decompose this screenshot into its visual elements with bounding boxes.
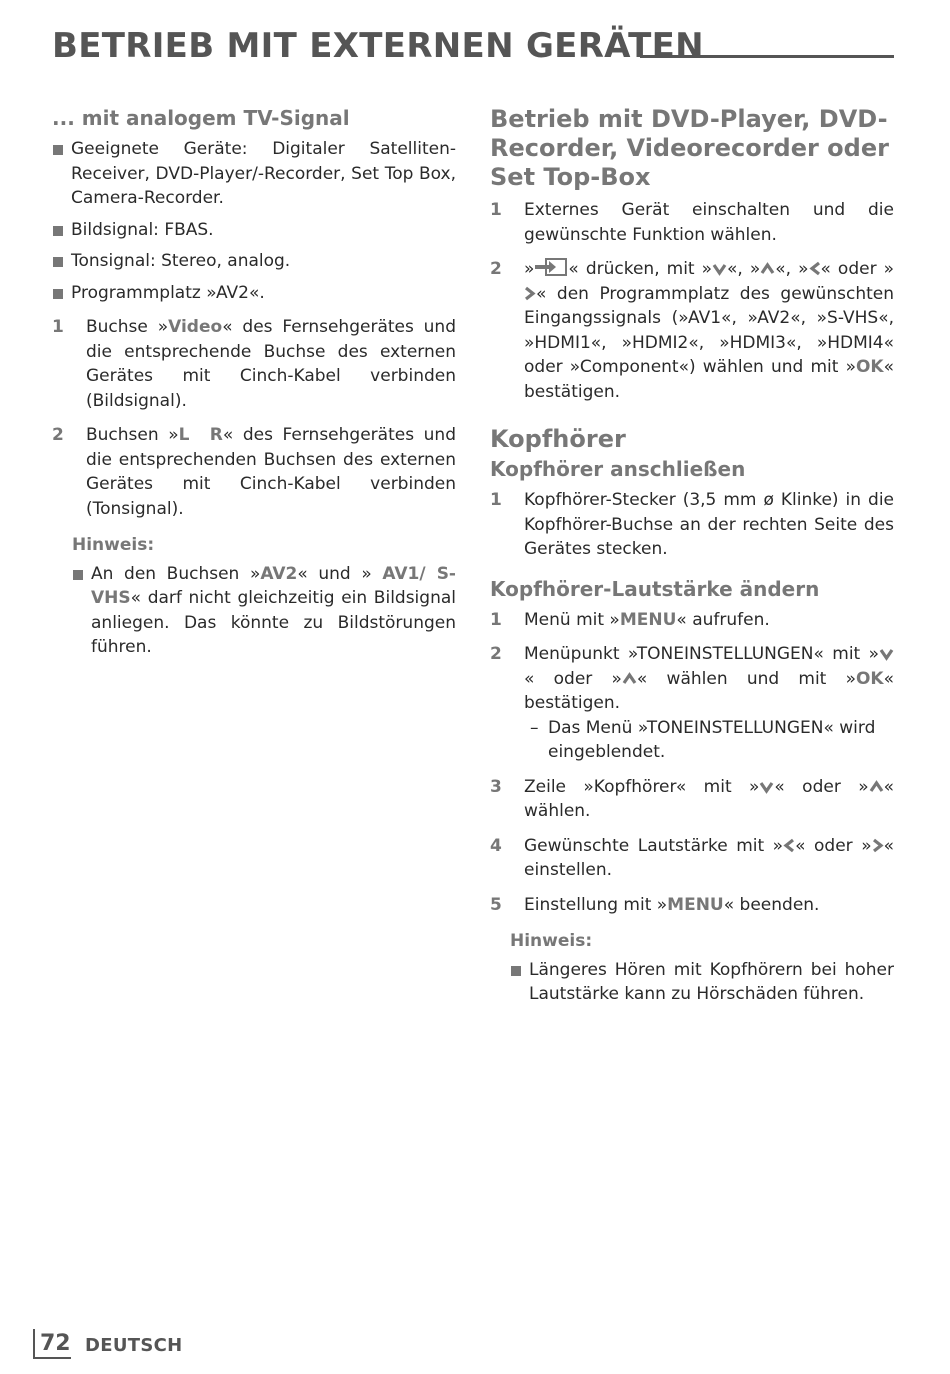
step-number: 1	[490, 490, 502, 510]
step-number: 1	[52, 317, 64, 337]
hint-bullet: An den Buchsen »AV2« und » AV1/ S-VHS« darf nicht gleichzeitig ein Bildsignal anliegen. Das könnte zu Bildstörungen führen.	[72, 562, 456, 660]
input-source-icon	[534, 258, 568, 276]
keyword: Video	[168, 317, 223, 337]
bullet-item: Programmplatz »AV2«.	[52, 281, 456, 306]
keyword: AV1/ S-VHS	[91, 563, 456, 608]
arrow-left-icon	[783, 838, 795, 853]
keyword: L R	[178, 425, 223, 445]
page-number: 72	[40, 1331, 71, 1356]
square-bullet-icon	[73, 570, 83, 580]
square-bullet-icon	[53, 145, 63, 155]
hint-label: Hinweis:	[510, 931, 593, 951]
bullet-item: Geeignete Geräte: Digitaler Satelliten-Receiver, DVD-Player/-Recorder, Set Top Box, Camera-Recorder.	[52, 137, 456, 211]
step-item: 2 » « drücken, mit » «, » «, » « oder »« den Programmplatz des gewünschten Eingangssignals (»AV1«, »AV2«, »S-VHS«, »HDMI1«, »HDMI2«, »HDMI3«, »HDMI4« oder »Component«) wählen und mit »OK« bestätigen.	[490, 259, 894, 402]
section-heading-analog: ... mit analogem TV-Signal	[52, 106, 350, 130]
bullet-item: Tonsignal: Stereo, analog.	[52, 249, 456, 274]
keyword: MENU	[619, 609, 677, 630]
arrow-down-icon	[879, 647, 894, 661]
step-item: 2 Buchsen »L R« des Fernsehgerätes und die entsprechenden Buchsen des externen Gerätes mit Cinch-Kabel verbinden (Tonsignal).	[52, 425, 456, 519]
step-number: 3	[490, 776, 502, 797]
arrow-right-icon	[524, 286, 536, 301]
footer-underline	[33, 1357, 71, 1359]
square-bullet-icon	[53, 226, 63, 236]
step-item: 1 Menü mit »MENU« aufrufen.	[490, 608, 894, 633]
keyword: AV2	[260, 563, 298, 584]
step-number: 2	[52, 425, 64, 445]
subheading-connect: Kopfhörer anschließen	[490, 457, 746, 481]
step-number: 2	[490, 644, 502, 664]
page-title: BETRIEB MIT EXTERNEN GERÄTEN	[52, 26, 704, 66]
step-item: 1 Kopfhörer-Stecker (3,5 mm ø Klinke) in die Kopfhörer-Buchse an der rechten Seite des Gerätes stecken.	[490, 490, 894, 559]
subheading-volume: Kopfhörer-Lautstärke ändern	[490, 576, 820, 601]
arrow-up-icon	[869, 780, 884, 794]
step-number: 4	[490, 835, 502, 856]
step-item: 2 Menüpunkt »TONEINSTELLUNGEN« mit »« oder » « wählen und mit »OK« bestätigen. – Das Menü »TONEINSTELLUNGEN« wird eingeblendet.	[490, 642, 894, 765]
square-bullet-icon	[511, 966, 521, 976]
step-item: 5 Einstellung mit »MENU« beenden.	[490, 893, 894, 918]
step-item: 4 Gewünschte Lautstärke mit » « oder » « einstellen.	[490, 835, 894, 880]
sub-result: – Das Menü »TONEINSTELLUNGEN« wird eingeblendet.	[530, 717, 876, 762]
arrow-down-icon	[712, 262, 727, 276]
square-bullet-icon	[53, 289, 63, 299]
square-bullet-icon	[53, 257, 63, 267]
arrow-up-icon	[760, 262, 775, 276]
keyword: MENU	[667, 894, 724, 915]
arrow-left-icon	[809, 261, 821, 276]
keyword: OK	[855, 357, 884, 377]
step-number: 1	[490, 609, 502, 630]
section-heading-headphones: Kopfhörer	[490, 425, 626, 453]
title-rule	[640, 55, 894, 58]
step-number: 2	[490, 259, 502, 279]
arrow-right-icon	[872, 838, 884, 853]
keyword: OK	[855, 668, 884, 689]
left-column	[52, 105, 456, 667]
hint-bullet: Längeres Hören mit Kopfhörern bei hoher Lautstärke kann zu Hörschäden führen.	[510, 958, 894, 1007]
arrow-up-icon	[622, 672, 637, 686]
step-item: 3 Zeile »Kopfhörer« mit » « oder » « wählen.	[490, 776, 895, 821]
language-label: DEUTSCH	[85, 1335, 183, 1356]
right-column	[490, 105, 894, 1014]
arrow-down-icon	[759, 780, 774, 794]
step-item: 1 Buchse »Video« des Fernsehgerätes und die entsprechende Buchse des externen Gerätes mit Cinch-Kabel verbinden (Bildsignal).	[52, 317, 457, 411]
step-number: 5	[490, 894, 502, 915]
hint-label: Hinweis:	[72, 535, 155, 555]
step-item: 1 Externes Gerät einschalten und die gewünschte Funktion wählen.	[490, 200, 894, 245]
step-number: 1	[490, 200, 502, 220]
footer-bracket	[33, 1329, 35, 1359]
bullet-item: Bildsignal: FBAS.	[52, 218, 456, 243]
section-heading-dvd: Betrieb mit DVD-Player, DVD-Recorder, Videorecorder oder Set Top-Box	[490, 105, 889, 191]
